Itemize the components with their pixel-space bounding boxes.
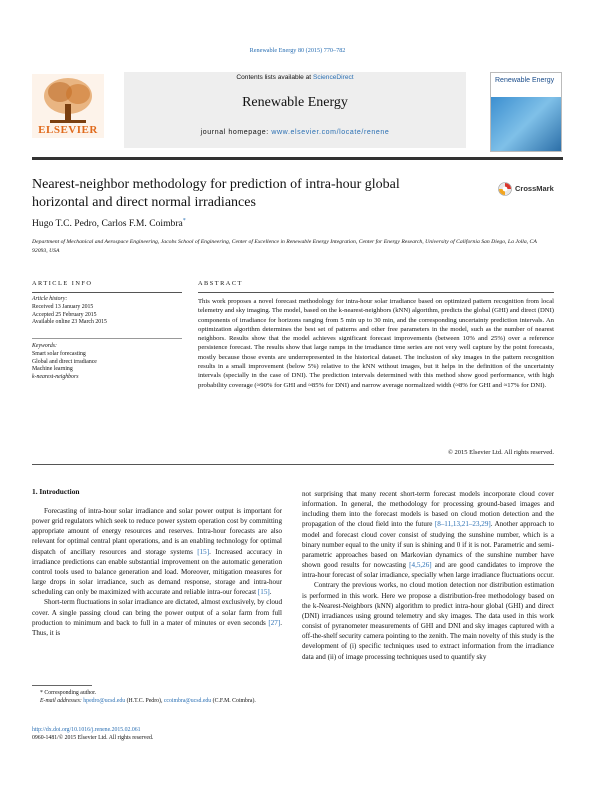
journal-cover-thumbnail [490, 72, 562, 152]
homepage-prefix: journal homepage: [200, 129, 272, 136]
keywords-label: Keywords: [32, 343, 57, 349]
corresponding-mark[interactable]: * [182, 218, 186, 224]
history-online: Available online 23 March 2015 [32, 319, 107, 326]
reference-link[interactable]: [15] [197, 547, 210, 556]
footnote-rule [32, 685, 92, 686]
contents-prefix: Contents lists available at [236, 74, 313, 81]
paragraph-text: . Another approach to model and forecast cloud cover consist of studying the sunshine number, which is a binary number equal to the unity if sun is shining and 0 if it is not. Parametric and semi-parametric approaches based on Markovian dynamics of the sunshine number have shown good results for nowcasting [302, 520, 555, 570]
paragraph-text: and are good candidates to improve the intra-hour forecast of solar irradiance, specially when large irradiance fluctuations occur. [302, 561, 554, 580]
abstract-bottom-rule [32, 464, 554, 465]
abstract-heading: ABSTRACT [198, 280, 243, 287]
email-link-pedro[interactable]: hpedro@ucsd.edu [83, 697, 126, 704]
abstract-body: This work proposes a novel forecast methodology for intra-hour solar irradiance based on optimized pattern recognition from local telemetry and sky imaging. The model, based on the k-nearest-neighbors (kNN) algorithm, predicts the global (GHI) and direct (DNI) components of irradiance for horizons ranging from 5 min up to 30 min, and the corresponding uncertainty prediction intervals. An optimization algorithm determines the best set of patterns and other free parameters in the model, such as the number of nearest neighbors. Results show that the model achieves significant forecast improvements (between 10% and 25%) over a reference persistence forecast. The results show that large ramps in the irradiance time series are not very well capture by the point forecasts, mostly because those events are underrepresented in the historical dataset. The inclusion of sky images in the pattern recognition results in a small improvement (below 5%) relative to the kNN without images, but it helps in the definition of the uncertainty intervals (specially in the case of DNI). The prediction intervals determined with this method show good performance, with high probability coverage (≈90% for GHI and ≈85% for DNI) and narrow average normalized width (≈8% for GHI and ≈17% for DNI). [198, 298, 554, 389]
cover-image [491, 97, 561, 151]
history-label: Article history: [32, 296, 68, 302]
left-column [32, 506, 282, 638]
header-divider [32, 157, 563, 160]
article-history [32, 296, 182, 327]
keywords-block [32, 343, 182, 382]
paragraph-text: Forecasting of intra-hour solar irradiance and solar power output is important for power grid regulators which seek to reduce power system operation cost by committing appropriate amount of energy resources and reserves. Intra-hour forecasts are also relevant for optimal central plant operations, and is an enabling technology for optimal dispatch of ancillary resources and storage systems [32, 507, 282, 556]
paragraph-text: . Increased accuracy in irradiance predictions can enable substantial improvement on the automatic generation control tools used to balance generation and load. Moreover, mitigation measures for large drops in solar irradiance, such as demand response, storage and intra-hour scheduling can only be maximized with accurate and reliable intra-our forecast [32, 547, 283, 597]
right-column [302, 489, 554, 662]
cover-title: Renewable Energy [495, 77, 555, 84]
footnote-block [32, 690, 282, 705]
intro-paragraph: Contrary the previous works, no cloud motion detection nor distribution estimation is performed in this work. Here we propose a distribution-free methodology based on the k-Nearest-Neighbors (kNN) algorithm to predict intra-hour global (GHI) and direct (DNI) irradiances using ground telemetry and sky images. The data used in this work consist of pyranometer measurements of GHI and DNI and sky images captured with a off-the-shelf security camera pointing to the zenith. The main novelty of this study is the development of (i) specific techniques used to extract information from the irradiance data and (ii) of image processing techniques used to quantify sky [302, 581, 554, 661]
intro-paragraph [32, 597, 282, 638]
keyword-item: Smart solar forecasting [32, 350, 86, 357]
email-note [32, 698, 282, 706]
elsevier-wordmark: ELSEVIER [38, 124, 98, 136]
reference-link[interactable]: [27] [268, 618, 281, 627]
keyword-item: k-nearest-neighbors [32, 374, 79, 381]
abstract-copyright: © 2015 Elsevier Ltd. All rights reserved. [447, 449, 554, 456]
history-received: Received 13 January 2015 [32, 303, 94, 310]
article-info-heading: ARTICLE INFO [32, 280, 93, 287]
abstract-rule [198, 292, 554, 293]
article-info-rule [32, 292, 182, 293]
keyword-item: Machine learning [32, 366, 73, 373]
author-names: Hugo T.C. Pedro, Carlos F.M. Coimbra [32, 218, 183, 230]
journal-homepage [124, 129, 466, 136]
issn-line: 0960-1481/© 2015 Elsevier Ltd. All rights reserved. [32, 734, 154, 741]
reference-link[interactable]: [4,5,26] [409, 561, 432, 570]
doi-link[interactable]: http://dx.doi.org/10.1016/j.renene.2015.02.061 [32, 727, 141, 733]
email-owner: (H.T.C. Pedro), [125, 697, 164, 704]
crossmark-badge[interactable] [498, 182, 564, 196]
history-accepted: Accepted 25 February 2015 [32, 311, 97, 318]
doi-block [32, 727, 292, 742]
crossmark-label: CrossMark [515, 184, 554, 193]
keyword-item: Global and direct irradiance [32, 358, 97, 365]
contents-line [124, 74, 466, 81]
homepage-link[interactable]: www.elsevier.com/locate/renene [271, 129, 390, 136]
section-heading-introduction: 1. Introduction [32, 487, 80, 496]
intro-paragraph: Forecasting of intra-hour solar irradiance and solar power output is important for power grid regulators which seek to reduce power system operation cost by committing appropriate amount of energy resources and reserves. Intra-hour forecasts are also relevant for optimal central plant operations, and is an enabling technology for optimal dispatch of ancillary resources and storage systems [15]. Increased accuracy in irradiance predictions can enable substantial improvement on the automatic generation control tools used to balance generation and load. Moreover, mitigation measures for large drops in solar irradiance, such as demand response, storage and intra-hour scheduling can only be maximized with accurate and reliable intra-our forecast [15]. [32, 507, 283, 597]
reference-link[interactable]: [8–11,13,21–23,29] [434, 520, 491, 529]
paragraph-text: Short-term fluctuations in solar irradiance are dictated, almost exclusively, by cloud cover. A single passing cloud can bring the power output of a solar farm from full production to minimum and back to full in a mater of minutes or even seconds [32, 598, 282, 627]
reference-link[interactable]: [15] [257, 588, 270, 597]
author-list [32, 218, 186, 229]
email-link-coimbra[interactable]: ccoimbra@ucsd.edu [163, 697, 212, 704]
journal-name: Renewable Energy [242, 95, 348, 110]
journal-citation[interactable]: Renewable Energy 80 (2015) 770–782 [249, 47, 346, 54]
email-label: E-mail addresses: [40, 697, 84, 704]
sciencedirect-link[interactable]: ScienceDirect [312, 74, 354, 81]
paragraph-text: not surprising that many recent short-term forecast models incorporate cloud cover information. In general, the methodology for processing ground-based images and including them into the forecast models is based on cloud motion detection and the propagation of the cloud field into the future [302, 490, 554, 529]
intro-paragraph [302, 489, 554, 580]
corresponding-note: * Corresponding author. [40, 690, 97, 696]
keywords-rule [32, 338, 182, 339]
paragraph-text: . Thus, it is [32, 618, 282, 637]
author-affiliation: Department of Mechanical and Aerospace Engineering, Jacobs School of Engineering, Center of Excellence in Renewable Energy Integration, Center for Energy Research, University of California San Diego, La Jolla, CA 92093, USA [32, 239, 537, 254]
paper-title: Nearest-neighbor methodology for prediction of intra-hour global horizontal and direct normal irradiances [32, 177, 400, 210]
email-owner: (C.F.M. Coimbra). [211, 697, 256, 704]
crossmark-icon [498, 182, 512, 196]
